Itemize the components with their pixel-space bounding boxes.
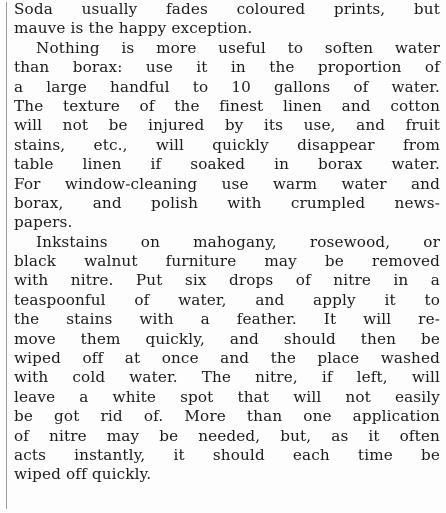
text-line: with nitre. Put six drops of nitre in a (14, 271, 440, 290)
text-line: Inkstains on mahogany, rosewood, or (36, 232, 440, 251)
text-line: borax, and polish with crumpled news- (14, 193, 440, 212)
text-line: move them quickly, and should then be (14, 329, 440, 348)
text-line: be got rid of. More than one application (14, 407, 440, 426)
text-line: For window-cleaning use warm water and (14, 174, 440, 193)
column-rule (6, 2, 7, 509)
text-line: of nitre may be needed, but, as it often (14, 426, 440, 445)
text-line: black walnut furniture may be removed (14, 252, 440, 271)
text-line: wiped off at once and the place washed (14, 349, 440, 368)
paragraph-inkstains (14, 233, 440, 485)
text-line: papers. (14, 213, 73, 232)
text-line: acts instantly, it should each time be (14, 445, 440, 464)
text-line: The texture of the finest linen and cotton (14, 96, 440, 115)
text-line: will not be injured by its use, and fruit (14, 116, 440, 135)
paragraph-soda (14, 0, 440, 39)
text-line: a large handful to 10 gallons of water. (14, 77, 440, 96)
text-line: teaspoonful of water, and apply it to (14, 290, 440, 309)
article-text (14, 0, 440, 485)
text-line: mauve is the happy exception. (14, 19, 253, 38)
text-line: wiped off quickly. (14, 465, 152, 484)
text-line: the stains with a feather. It will re- (14, 310, 440, 329)
text-line: with cold water. The nitre, if left, will (14, 368, 440, 387)
paragraph-borax (14, 39, 440, 233)
text-line: stains, etc., will quickly disappear from (14, 135, 440, 154)
text-line: Soda usually fades coloured prints, but (14, 0, 440, 18)
text-line: Nothing is more useful to soften water (36, 38, 440, 57)
text-line: than borax: use it in the proportion of (14, 58, 440, 77)
text-line: table linen if soaked in borax water. (14, 155, 440, 174)
text-line: leave a white spot that will not easily (14, 387, 440, 406)
